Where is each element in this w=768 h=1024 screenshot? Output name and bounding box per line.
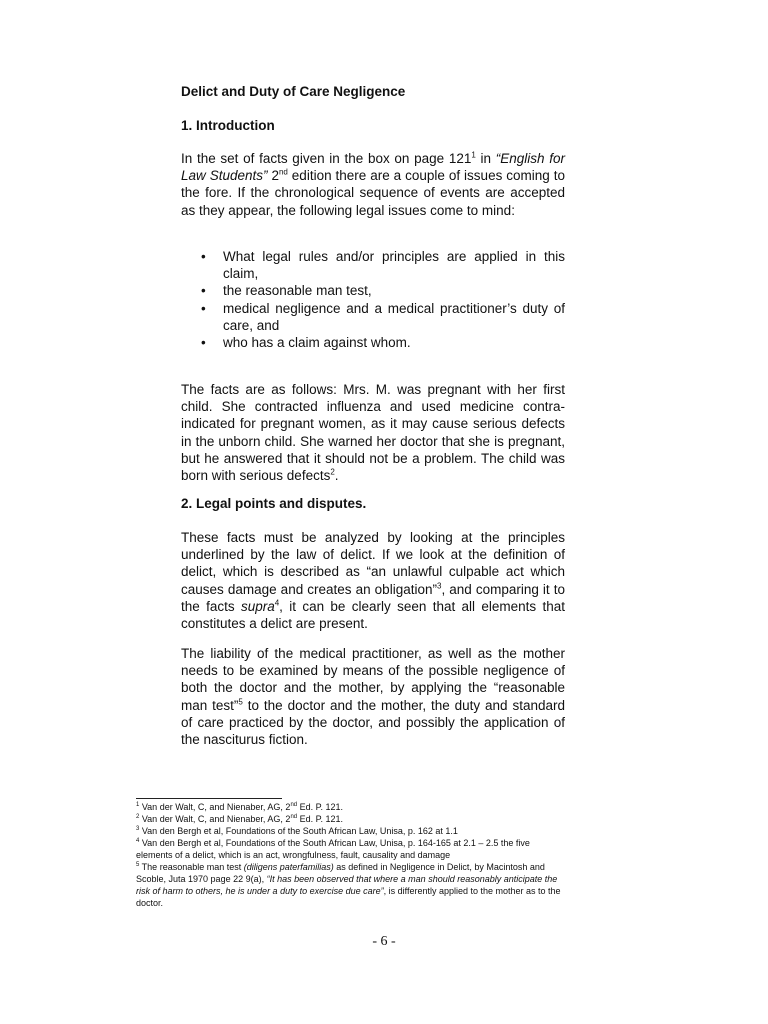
footnote-divider — [136, 798, 282, 799]
section-heading-legal-points: 2. Legal points and disputes. — [181, 496, 367, 511]
liability-paragraph: The liability of the medical practitioner, as well as the mother needs to be examined by means of the possible negligence of both the doctor and the mother, by applying the “reasonable man test”$^5$ to the doctor and the mother, the duty and standard of care practiced by the doctor, and possibly the application of the nasciturus fiction. — [181, 646, 565, 748]
facts-paragraph: The facts are as follows: Mrs. M. was pregnant with her first child. She contracted influenza and used medicine contra-indicated for pregnant women, as it may cause serious defects in the unborn child. She warned her doctor that she is pregnant, but he answered that it should not be a problem. The child was born with serious defects$^2$. — [181, 382, 565, 484]
footnote-ref-1: 1 — [471, 150, 476, 160]
delict-definition-paragraph: These facts must be analyzed by looking at the principles underlined by the law of delict. If we look at the definition of delict, which is described as “an unlawful culpable act which causes damage and creates an obligation”$^3$, and comparing it to the facts supra$^4$, it can be clearly seen that all elements that constitutes a delict are present. — [181, 530, 565, 632]
footnote-ref-4: 4 — [274, 598, 280, 608]
footnote-ref-5: 5 — [238, 697, 243, 707]
book-title: “English for Law Students” — [181, 151, 566, 184]
page-number: - 6 - — [372, 934, 396, 949]
footnote-5: $^5$ The reasonable man test (diligens paterfamilias) as defined in Negligence in Delict, by Macintosh and Scoble, Juta 1970 page 22 9(a), “It has been observed that where a man should reasonably anticipate the risk of harm to others, he is under a duty to exercise due care”, is differently applied to the mother as to the doctor. — [136, 862, 561, 908]
supra-term: supra — [240, 598, 275, 614]
bullet-icon: • — [201, 300, 206, 316]
bullet-icon: • — [201, 335, 206, 351]
bullet-icon: • — [201, 283, 206, 299]
footnote-3: $^3$ Van den Bergh et al, Foundations of the South African Law, Unisa, p. 162 at 1.1 — [136, 826, 458, 836]
footnote-2: $^2$ Van der Walt, C, and Nienaber, AG, 2nd Ed. P. 121. — [136, 814, 343, 824]
list-item: • medical negligence and a medical practitioner’s duty of care, and — [201, 300, 565, 333]
footnote-4: $^4$ Van den Bergh et al, Foundations of the South African Law, Unisa, p. 164-165 at 2.1 – 2.5 the five elements of a delict, which is an act, wrongfulness, fault, causality and damage — [136, 838, 530, 860]
intro-paragraph: In the set of facts given in the box on page $121^1$ in “English for Law Students” 2nd edition there are a couple of issues coming to the fore. If the chronological sequence of events are accepted as they appear, the following legal issues come to mind: — [181, 150, 566, 218]
document-title: Delict and Duty of Care Negligence — [181, 84, 406, 99]
list-item: • the reasonable man test, — [201, 283, 372, 299]
legal-issues-list — [201, 248, 565, 351]
list-item: • What legal rules and/or principles are applied in this claim, — [201, 249, 565, 282]
footnote-ref-3: 3 — [436, 581, 442, 591]
section-heading-introduction: 1. Introduction — [181, 118, 275, 133]
list-item: • who has a claim against whom. — [201, 335, 411, 351]
bullet-icon: • — [201, 249, 206, 264]
footnote-1: $^1$ Van der Walt, C, and Nienaber, AG, 2nd Ed. P. 121. — [136, 802, 343, 812]
footnotes — [136, 801, 566, 909]
footnote-ref-2: 2 — [330, 467, 335, 477]
